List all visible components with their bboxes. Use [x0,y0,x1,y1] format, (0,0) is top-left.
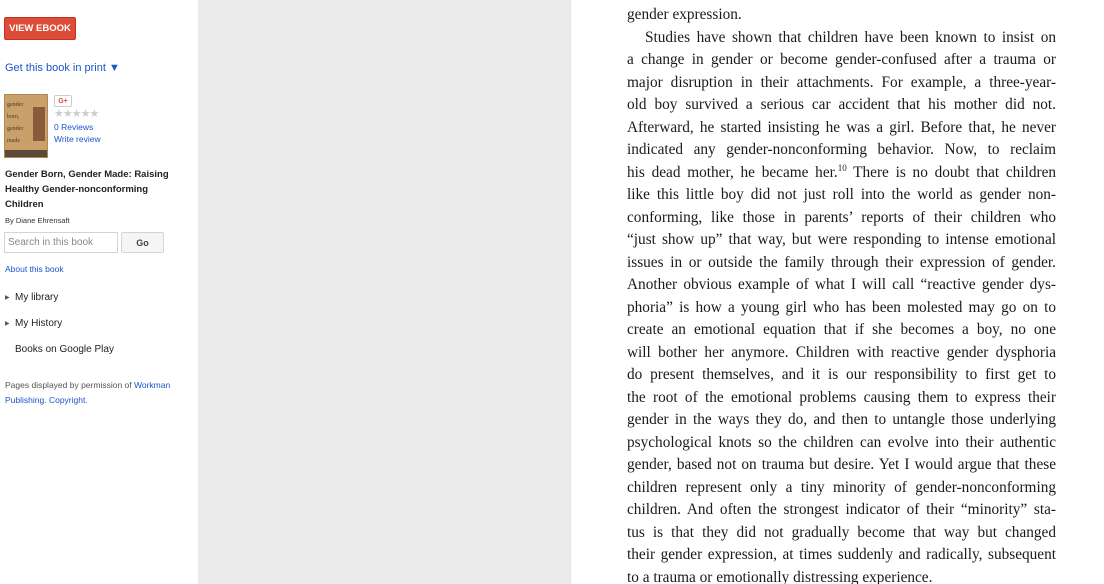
text-line: will bother her anymore. Children with reactive gender dysphoria [627,343,1056,361]
text-line: indicated any gender-nonconforming behavior. Now, to reclaim [627,141,1056,158]
text-line: tus is that they did not gradually become that way but changed [627,523,1056,541]
text-line: conforming, like those in parents’ reports of their children who [627,208,1056,226]
text-line: to a trauma or emotionally distressing experience. [627,568,933,584]
text-line: psychological knots so the children can evolve into their authentic [627,433,1056,451]
get-book-in-print-link[interactable]: Get this book in print ▼ [5,62,120,74]
text-line: gender, based not on trauma but desire. Yet I would argue that these [627,456,1056,473]
cover-image [33,107,45,141]
text-line: gender in the ways they do, and then to untangle those underlying [627,411,1056,428]
text-line: issues in or outside the family through their expression of gender. [627,253,1056,271]
text-line: Another obvious example of what I will call “reactive gender dys- [627,276,1056,293]
text-line: old boy survived a serious car accident that his mother did not. [627,96,1056,113]
my-history-item[interactable] [5,318,62,329]
text-segment: his dead mother, he became her. [627,163,838,181]
cover-line: gender [7,102,24,108]
page-text [627,4,1056,584]
text-line: children. And often the strongest indicator of their “minority” sta- [627,501,1056,518]
search-go-button[interactable]: Go [121,232,164,253]
my-library-label: My library [15,292,59,303]
view-ebook-button[interactable]: VIEW EBOOK [4,17,76,40]
permission-notice [5,378,185,408]
my-history-label: My History [15,318,63,329]
text-line: children represent only a tiny minority of gender-nonconforming [627,478,1056,496]
write-review-link[interactable]: Write review [54,134,101,144]
triangle-right-icon: ▶ [5,320,10,327]
books-on-google-play-link[interactable]: Books on Google Play [15,344,114,355]
book-author: By Diane Ehrensaft [5,216,70,225]
text-line: Studies have shown that children have been known to insist on [645,28,1056,46]
sidebar [0,0,198,584]
reviews-link[interactable]: 0 Reviews [54,122,94,132]
text-line [627,162,1056,185]
google-plus-button[interactable]: G+ [54,95,72,107]
search-in-book-input[interactable] [4,232,118,253]
my-library-item[interactable] [5,292,58,303]
book-cover[interactable] [4,94,48,158]
cover-line: made [7,138,20,144]
footnote-marker[interactable]: 10 [837,162,847,173]
book-title: Gender Born, Gender Made: Raising Healthy Gender-nonconforming Children [5,169,169,210]
cover-band [5,150,47,157]
book-page[interactable] [570,0,1104,584]
text-line: create an emotional equation that if she becomes a boy, no one [627,321,1056,338]
text-line: do present themselves, and it is our responsibility to first get to [627,366,1056,383]
text-line: like this little boy did not just roll into the world as gender non- [627,186,1056,203]
triangle-right-icon: ▶ [5,294,10,301]
viewer-gutter [198,0,570,584]
text-line: “just show up” that way, but were responding to intense emotional [627,231,1056,248]
rating-stars: ★★★★★ [54,108,99,120]
text-segment: There is no doubt that children [846,163,1057,181]
cover-line: gender [7,126,24,132]
text-line: Afterward, he started insisting he was a girl. Before that, he never [627,118,1056,136]
text-line: a change in gender or become gender-confused after a trauma or [627,51,1056,68]
separator: . [44,395,49,405]
text-line: their gender expression, at times suddenly and radically, subsequent [627,546,1056,563]
text-line: phoria” is how a young girl who has been molested may go on to [627,298,1056,316]
publisher-link[interactable]: Workman Publishing [5,380,171,405]
text-line: the root of the emotional problems causing them to express their [627,388,1056,406]
period: . [85,395,88,405]
about-this-book-link[interactable]: About this book [5,264,64,274]
copyright-link[interactable]: Copyright [48,395,86,405]
text-line: major disruption in their attachments. For example, a three-year- [627,73,1056,91]
permission-text: Pages displayed by permission of [5,380,134,390]
cover-line: born, [7,114,20,120]
text-line: gender expression. [627,6,742,23]
